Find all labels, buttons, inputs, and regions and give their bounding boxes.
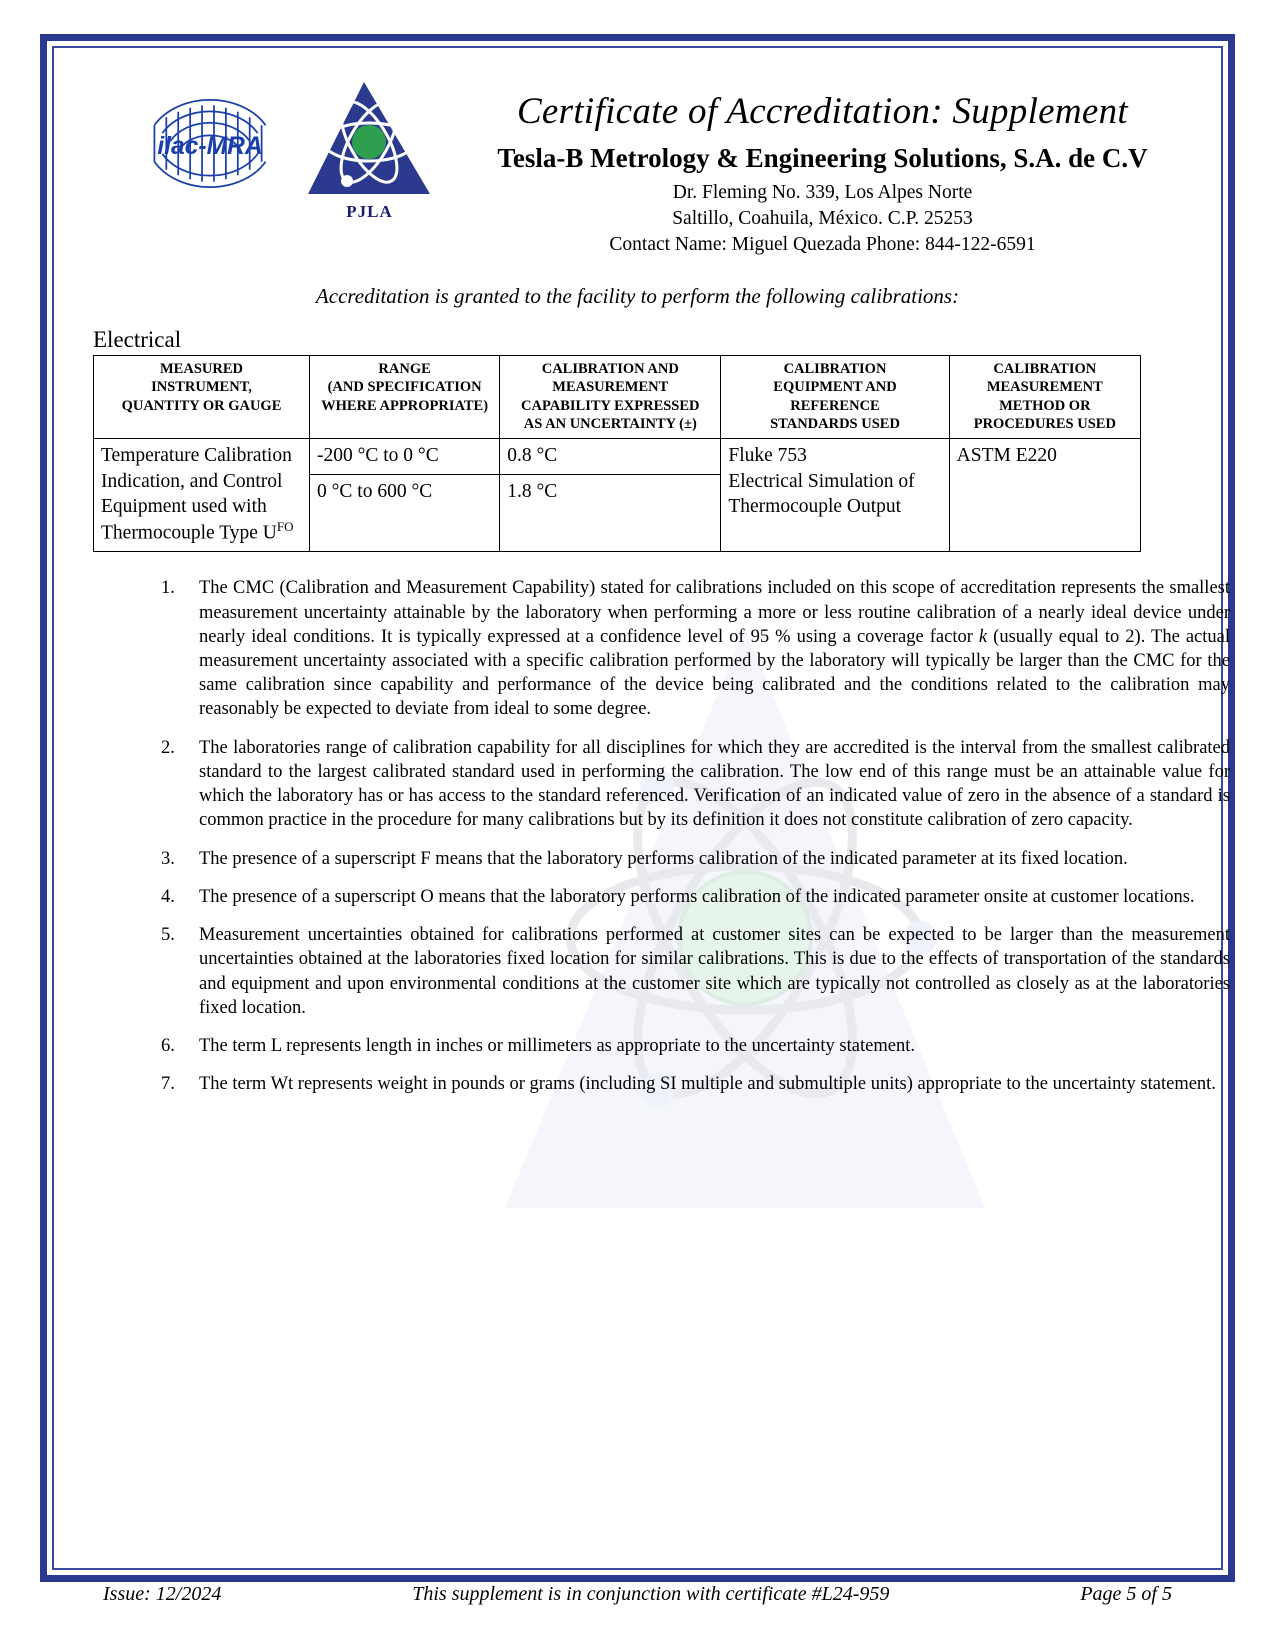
header-line: PROCEDURES USED [973, 415, 1116, 432]
column-header-range [309, 355, 499, 439]
instrument-superscript: FO [276, 519, 294, 535]
column-header-equipment [721, 355, 949, 439]
instrument-line: Indication, and Control [101, 470, 283, 492]
page-title: Certificate of Accreditation: Supplement [516, 91, 1129, 132]
ilac-mra-logo-icon [130, 76, 290, 211]
table-row [94, 439, 1141, 552]
header-line: STANDARDS USED [770, 415, 900, 432]
cell-equipment [721, 439, 949, 552]
note-item: The CMC (Calibration and Measurement Capability) stated for calibrations included on this scope of accreditation represents the smallest measurement uncertainty attainable by the laboratory when performing a more or less routine calibration of a nearly ideal device under nearly ideal conditions. It is typically expressed at a confidence level of 95 % using a coverage factor k (usually equal to 2). The actual measurement uncertainty associated with a specific calibration performed by the laboratory will typically be larger than the CMC for the same calibration since capability and performance of the device being calibrated and the conditions related to the calibration may reasonably be expected to deviate from ideal to some degree. [199, 578, 1230, 720]
cell-method: ASTM E220 [949, 439, 1140, 552]
cell-instrument [94, 439, 310, 552]
header-line: MEASURED [159, 360, 243, 377]
header-line: REFERENCE [790, 397, 880, 414]
header-line: CALIBRATION [993, 360, 1097, 377]
range-value: -200 °C to 0 °C [310, 439, 499, 474]
equipment-line: Thermocouple Output [728, 496, 902, 518]
header-line: INSTRUMENT, [151, 379, 252, 396]
cell-cmc [500, 439, 721, 552]
note-item: The presence of a superscript O means that the laboratory performs calibration of the indicated parameter onsite at customer locations. [199, 886, 1195, 907]
section-label-electrical: Electrical [93, 326, 182, 352]
address-line-2: Saltillo, Coahuila, México. C.P. 25253 [672, 207, 973, 229]
header-line: RANGE [378, 360, 431, 377]
instrument-type: Thermocouple Type U [101, 522, 277, 544]
header-line: EQUIPMENT AND [773, 379, 897, 396]
address-line-1: Dr. Fleming No. 339, Los Alpes Norte [672, 182, 973, 203]
header-line: CAPABILITY EXPRESSED [521, 397, 700, 414]
scope-table [93, 355, 1141, 553]
header-line: WHERE APPROPRIATE) [321, 397, 489, 414]
pjla-label: PJLA [346, 202, 393, 221]
column-header-method [949, 355, 1140, 439]
header-line: METHOD OR [999, 397, 1091, 414]
header-line: AS AN UNCERTAINTY (±) [523, 415, 697, 432]
column-header-cmc [500, 355, 721, 439]
note-item: The laboratories range of calibration capability for all disciplines for which they are accredited is the interval from the smallest calibrated standard to the largest calibrated standard used in performing the calibration. The low end of this range must be an attainable value for which the laboratory has or has access to the standard referenced. Verification of an indicated value of zero in the absence of a standard is common practice in the procedure for many calibrations but by its definition it does not constitute calibration of zero capacity. [199, 737, 1230, 831]
equipment-line: Electrical Simulation of [728, 470, 915, 492]
document-header [85, 58, 1190, 258]
header-line: QUANTITY OR GAUGE [121, 397, 282, 414]
page-content [55, 48, 1230, 1568]
instrument-line: Temperature Calibration [101, 445, 292, 467]
note-item: Measurement uncertainties obtained for calibrations performed at customer sites can be expected to be larger than the measurement uncertainties obtained at the laboratories fixed location for similar calibrations. This is due to the effects of transportation of the standards and equipment and upon environmental conditions at the customer site which are typically not controlled as closely as at the laboratories fixed location. [199, 925, 1230, 1018]
header-line: CALIBRATION [783, 360, 887, 377]
notes-list [155, 576, 1230, 1096]
note-item: The term Wt represents weight in pounds or grams (including SI multiple and submultiple units) appropriate to the uncertainty statement. [199, 1074, 1216, 1095]
footer-conjunction: This supplement is in conjunction with certificate #L24-959 [412, 1583, 890, 1605]
cell-range [309, 439, 499, 552]
svg-text:ilac-MRA: ilac-MRA [157, 132, 263, 160]
pjla-atom-icon [302, 76, 437, 201]
column-header-instrument [94, 355, 310, 439]
range-value: 0 °C to 600 °C [316, 480, 433, 502]
header-line: (AND SPECIFICATION [327, 379, 482, 396]
footer-issue: Issue: 12/2024 [103, 1583, 222, 1605]
header-line: CALIBRATION AND [541, 360, 679, 377]
pjla-logo [302, 76, 437, 226]
table-header-row [94, 355, 1141, 439]
page-footer [55, 1583, 1220, 1606]
footer-page-number: Page 5 of 5 [1080, 1583, 1172, 1605]
note-item: The presence of a superscript F means that the laboratory performs calibration of the indicated parameter at its fixed location. [199, 848, 1128, 869]
company-name: Tesla-B Metrology & Engineering Solutions, S.A. de C.V [497, 143, 1148, 173]
header-line: MEASUREMENT [552, 379, 669, 396]
contact-line: Contact Name: Miguel Quezada Phone: 844-122-6591 [609, 233, 1036, 255]
header-line: MEASUREMENT [986, 379, 1103, 396]
instrument-line: Equipment used with [101, 496, 267, 518]
equipment-line: Fluke 753 [728, 445, 807, 467]
instrument-line-last [101, 519, 303, 546]
cmc-value: 1.8 °C [507, 480, 558, 502]
cmc-value: 0.8 °C [500, 439, 720, 474]
header-text-block [455, 90, 1190, 258]
note-item: The term L represents length in inches or millimeters as appropriate to the uncertainty statement. [199, 1036, 915, 1057]
granted-statement: Accreditation is granted to the facility to perform the following calibrations: [315, 283, 960, 308]
